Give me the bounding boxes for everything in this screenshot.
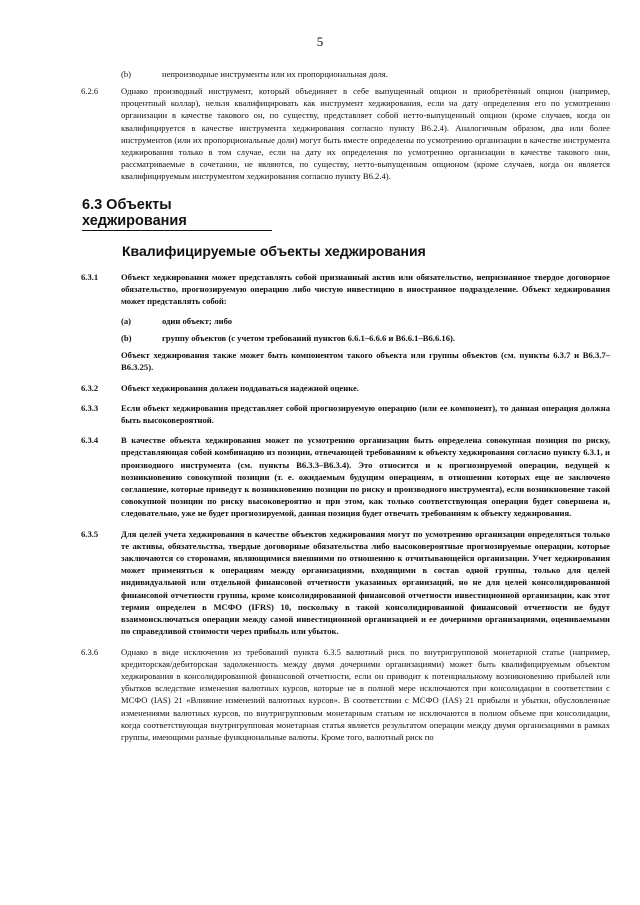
paragraph-6-3-2 [0,382,640,394]
paragraph-text: В качестве объекта хеджирования может по усмотрению организации быть определена совокупная позиция по риску, представляющая собой комбинацию из позиции, отвечающей требованиям к объекту хеджирования согласно пункту 6.3.1, и производного инструмента (см. пункты B6.3.3–B6.3.4). Это относится и к прогнозируемой операции, ведущей к возникновению совокупной позиции (т. е. ожидаемым будущим операциям, в отношении которых еще не заключено соглашение, которые приведут к возникновению позиции по риску и производного инструмента), если возникновение такой совокупной позиции по риску высоковероятно и при этом, как только соответствующая операция будет совершена и, следовательно, уже не будет прогнозируемой, данная позиция будет отвечать требованиям к объекту хеджирования. [121,435,610,519]
document-body [0,68,640,751]
paragraph-text: Однако в виде исключения из требований пункта 6.3.5 валютный риск по внутригрупповой монетарной статье (например, кредиторская/дебиторская задолженность между двумя дочерними организациями) может быть квалифицируемым объектом хеджирования в консолидированной финансовой отчетности, если он приводит к потенциальному возникновению прибылей или убытков вследствие изменения валютных курсов, которые не в полной мере исключаются при консолидации в соответствии с МСФО (IAS) 21 «Влияние изменений валютных курсов». В соответствии с МСФО (IAS) 21 прибыли и убытки, обусловленные изменениями валютных курсов, по внутригрупповым монетарным статьям не исключаются в полном объеме при консолидации, когда соответствующая внутригрупповая монетарная статья является результатом операции между двумя организациями в рамках группы, имеющими разные функциональные валюты. Кроме того, валютный риск по [121,646,610,742]
paragraph-number: 6.2.6 [81,86,99,96]
paragraph-number: 6.3.2 [81,382,99,393]
paragraph-text: Однако производный инструмент, который объединяет в себе выпущенный опцион и приобретённый опцион (например, процентный коллар), нельзя квалифицировать как инструмент хеджирования, если на дату определения его по усмотрению организации в качестве такового он, по существу, представляет собой нетто-выпущенный опцион (кроме случаев, когда он квалифицируется в качестве инструмента хеджирования согласно пункту B6.2.4). Аналогичным образом, два или более инструментов (или их пропорциональные доли) могут быть вместе определены по усмотрению организации в качестве инструмента хеджирования только в том случае, если на дату их определения по усмотрению организации в качестве такового они, рассматриваемые в сочетании, не являются, по существу, нетто-выпущенным опционом (кроме случаев, когда он является квалифицируемым инструментом хеджирования согласно пункту B6.2.4). [121,86,610,182]
paragraph-text: Если объект хеджирования представляет собой прогнозируемую операцию (или ее компонент), то данная операция должна быть высоковероятной. [121,402,610,426]
paragraph-text: Объект хеджирования должен поддаваться надежной оценке. [121,382,359,393]
paragraph-6-2-6 [0,85,640,183]
list-item-text: непроизводные инструменты или их пропорциональная доля. [162,69,388,79]
paragraph-text: Для целей учета хеджирования в качестве объектов хеджирования могут по усмотрению организации определяться только те активы, обязательства, твердые договорные обязательства либо высоковероятные прогнозируемые операции, которые заключаются со сторонами, являющимися внешними по отношению к отчитывающейся организации. Учет хеджирования может применяться к операциям между организациями, входящими в состав одной группы, только для целей индивидуальной или отдельной финансовой отчетности указанных организаций, но не для целей консолидированной финансовой отчетности группы, кроме консолидированной финансовой отчетности инвестиционной организации, как этот термин определен в МСФО (IFRS) 10, поскольку в такой консолидированной финансовой отчетности не будут взаимоисключаться операции между самой инвестиционной организацией и ее дочерними организациями, оцениваемыми по справедливой стоимости через прибыль или убыток. [121,528,610,637]
paragraph-6-3-1 [0,271,640,308]
paragraph-number: 6.3.4 [81,435,99,446]
list-item-label: (a) [121,316,132,327]
list-item [0,68,640,80]
paragraph-number: 6.3.5 [81,528,99,539]
paragraph-number: 6.3.1 [81,271,99,282]
paragraph-number: 6.3.3 [81,402,99,413]
paragraph-6-3-3 [0,402,640,426]
sub-heading: Квалифицируемые объекты хеджирования [122,242,426,259]
list-item [0,315,640,327]
paragraph-6-3-5 [0,528,640,638]
paragraph-6-3-6 [0,646,640,744]
paragraph-6-3-1-continuation: Объект хеджирования также может быть компонентом такого объекта или группы объектов (см. пункты 6.3.7 и B6.3.7–B6.3.25). [121,350,610,373]
paragraph-number: 6.3.6 [81,646,99,657]
list-item [0,332,640,344]
paragraph-text: Объект хеджирования может представлять собой признанный актив или обязательство, непризнанное твердое договорное обязательство, прогнозируемую операцию либо чистую инвестицию в иностранное подразделение. Объект хеджирования может представлять собой: [121,271,610,307]
list-item-text: группу объектов (с учетом требований пунктов 6.6.1–6.6.6 и B6.6.1–B6.6.16). [162,333,455,344]
list-item-text: один объект; либо [162,316,233,327]
paragraph-6-3-4 [0,434,640,519]
list-item-label: (b) [121,333,132,344]
section-heading: 6.3 Объекты хеджирования [82,197,272,231]
list-item-label: (b) [121,69,132,79]
page-number: 5 [316,34,324,49]
